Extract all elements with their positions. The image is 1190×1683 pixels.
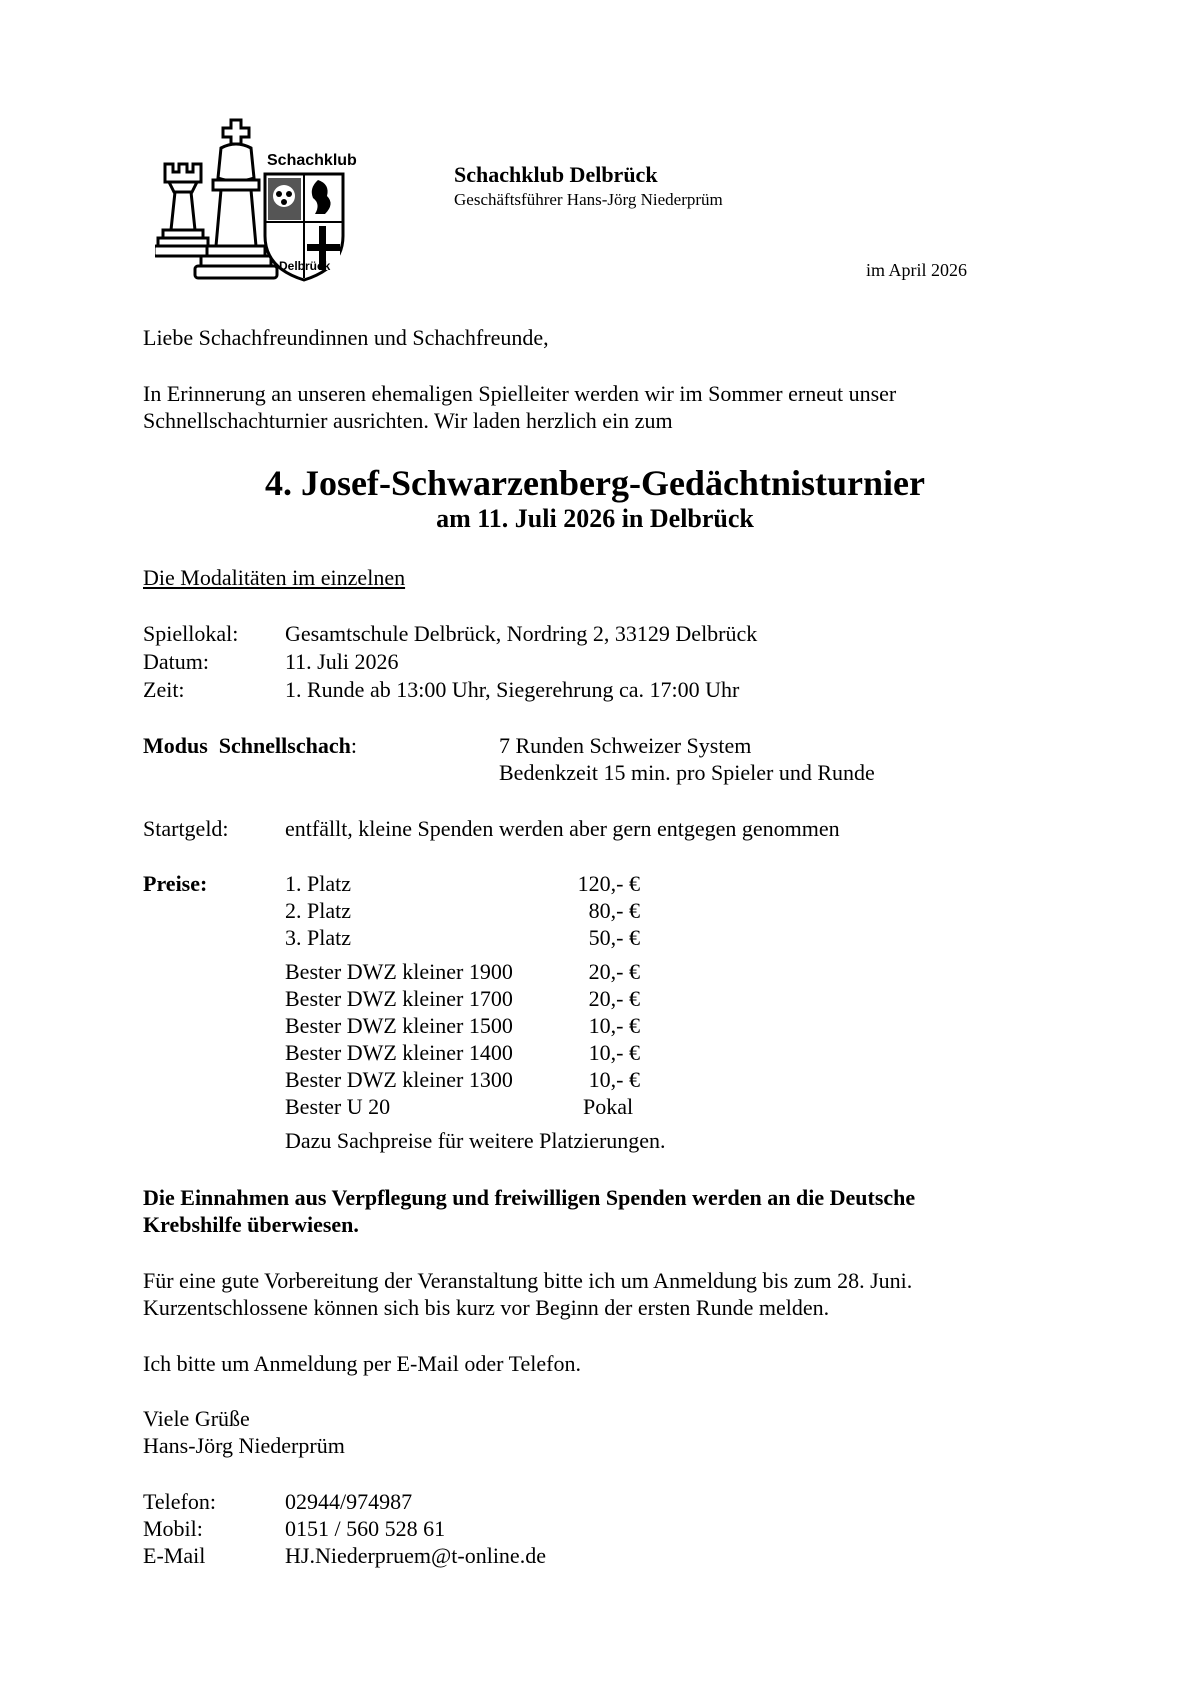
date-value: 11. Juli 2026 bbox=[285, 649, 399, 674]
venue-value: Gesamtschule Delbrück, Nordring 2, 33129 Delbrück bbox=[285, 621, 758, 646]
email-label: E-Mail bbox=[143, 1543, 206, 1568]
prize-name: 3. Platz bbox=[285, 925, 351, 950]
modus-label-wrap bbox=[143, 732, 357, 760]
prize-amount: 10,- € bbox=[588, 1067, 640, 1092]
mobile-label: Mobil: bbox=[143, 1516, 203, 1541]
tournament-subtitle: am 11. Juli 2026 in Delbrück bbox=[436, 504, 754, 533]
time-label: Zeit: bbox=[143, 677, 185, 702]
charity-line-1: Die Einnahmen aus Verpflegung und freiwilligen Spenden werden an die Deutsche bbox=[143, 1185, 916, 1210]
prize-amount: 80,- € bbox=[588, 898, 640, 923]
prize-amount: 50,- € bbox=[588, 925, 640, 950]
time-value: 1. Runde ab 13:00 Uhr, Siegerehrung ca. 17:00 Uhr bbox=[285, 677, 740, 702]
phone-value: 02944/974987 bbox=[285, 1489, 413, 1514]
prizes-label: Preise: bbox=[143, 871, 208, 896]
prizes-note: Dazu Sachpreise für weitere Platzierungen. bbox=[285, 1128, 666, 1153]
club-logo bbox=[155, 118, 370, 303]
registration-request: Ich bitte um Anmeldung per E-Mail oder Telefon. bbox=[143, 1351, 581, 1376]
prize-amount: 20,- € bbox=[588, 959, 640, 984]
prize-amount: 10,- € bbox=[588, 1040, 640, 1065]
intro-line-1: In Erinnerung an unseren ehemaligen Spielleiter werden wir im Sommer erneut unser bbox=[143, 381, 897, 406]
registration-line-1: Für eine gute Vorbereitung der Veranstaltung bitte ich um Anmeldung bis zum 28. Juni. bbox=[143, 1268, 913, 1293]
modus-colon: : bbox=[350, 733, 357, 758]
startgeld-label: Startgeld: bbox=[143, 816, 229, 841]
modus-label: Modus Schnellschach bbox=[143, 733, 351, 758]
signature-name: Hans-Jörg Niederprüm bbox=[143, 1433, 345, 1458]
logo-text-bottom: Delbrück bbox=[279, 259, 331, 273]
tournament-title: 4. Josef-Schwarzenberg-Gedächtnisturnier bbox=[265, 463, 925, 503]
logo-text-top: Schachklub bbox=[267, 152, 357, 169]
date-label: Datum: bbox=[143, 649, 209, 674]
prize-amount: 20,- € bbox=[588, 986, 640, 1011]
mobile-value: 0151 / 560 528 61 bbox=[285, 1516, 446, 1541]
modus-line-1: 7 Runden Schweizer System bbox=[499, 733, 752, 758]
startgeld-value: entfällt, kleine Spenden werden aber gern entgegen genommen bbox=[285, 816, 840, 841]
phone-label: Telefon: bbox=[143, 1489, 216, 1514]
email-value: HJ.Niederpruem@t-online.de bbox=[285, 1543, 546, 1568]
charity-line-2: Krebshilfe überwiesen. bbox=[143, 1212, 359, 1237]
venue-label: Spiellokal: bbox=[143, 621, 239, 646]
prize-name: 1. Platz bbox=[285, 871, 351, 896]
greeting: Liebe Schachfreundinnen und Schachfreunde, bbox=[143, 325, 549, 350]
prize-name: Bester DWZ kleiner 1700 bbox=[285, 986, 513, 1011]
prize-name: Bester U 20 bbox=[285, 1094, 391, 1119]
prize-amount: 10,- € bbox=[588, 1013, 640, 1038]
club-manager: Geschäftsführer Hans-Jörg Niederprüm bbox=[454, 190, 723, 209]
club-name: Schachklub Delbrück bbox=[454, 162, 658, 187]
rook-icon bbox=[155, 164, 212, 256]
prize-amount: 120,- € bbox=[577, 871, 640, 896]
registration-line-2: Kurzentschlossene können sich bis kurz vor Beginn der ersten Runde melden. bbox=[143, 1295, 830, 1320]
modalities-heading: Die Modalitäten im einzelnen bbox=[143, 565, 406, 590]
prize-name: 2. Platz bbox=[285, 898, 351, 923]
prize-amount: Pokal bbox=[583, 1094, 634, 1119]
modus-line-2: Bedenkzeit 15 min. pro Spieler und Runde bbox=[499, 760, 875, 785]
prize-name: Bester DWZ kleiner 1900 bbox=[285, 959, 513, 984]
prize-name: Bester DWZ kleiner 1400 bbox=[285, 1040, 513, 1065]
letter-date: im April 2026 bbox=[866, 260, 968, 280]
intro-line-2: Schnellschachturnier ausrichten. Wir laden herzlich ein zum bbox=[143, 408, 673, 433]
prize-name: Bester DWZ kleiner 1500 bbox=[285, 1013, 513, 1038]
prize-name: Bester DWZ kleiner 1300 bbox=[285, 1067, 513, 1092]
closing-line-1: Viele Grüße bbox=[143, 1406, 250, 1431]
